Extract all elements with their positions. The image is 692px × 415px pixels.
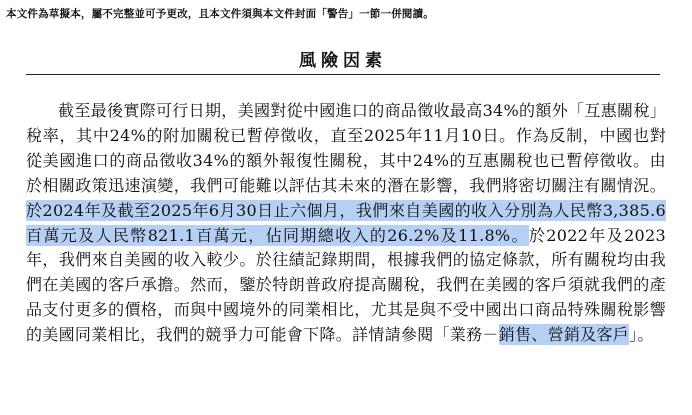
risk-factor-paragraph — [26, 99, 666, 348]
header-divider — [26, 74, 660, 75]
paragraph — [26, 99, 666, 348]
section-title: 風險因素 — [299, 51, 387, 71]
draft-notice: 本文件為草擬本，屬不完整並可予更改，且本文件須與本文件封面「警告」一節一併閱讀。 — [6, 8, 434, 20]
highlighted-text: 銷售、營銷及客戶 — [498, 325, 630, 345]
section-header — [26, 40, 660, 74]
text-segment: 截至最後實際可行日期，美國對從中國進口的商品徵收最高34%的額外「互惠關稅」稅率，其中24%的附加關稅已暫停徵收，直至2025年11月10日。作為反制，中國也對從美國進口的商品徵收34%的額外報復性關稅，其中24%的互惠關稅也已暫停徵收。由於相關政策迅速演變，我們可能難以評估其未來的潛在影響，我們將密切關注有關情況。 — [26, 101, 666, 195]
highlighted-text: 於2024年及截至2025年6月30日止六個月，我們來自美國的收入分別為人民幣3,385.6百萬元及人民幣821.1百萬元，佔同期總收入的26.2%及11.8%。 — [26, 200, 666, 245]
text-segment: 於2022年及2023年，我們來自美國的收入較少。於往績記錄期間，根據我們的協定條款，所有關稅均由我們在美國的客戶承擔。然而，鑒於特朗普政府提高關稅，我們在美國的客戶須就我們的產品支付更多的價格，而與中國境外的同業相比，尤其是與不受中國出口商品特殊關稅影響的美國同業相比，我們的競爭力可能會下降。詳情請參閱「業務－ — [26, 225, 666, 345]
text-segment: 」。 — [629, 325, 654, 345]
